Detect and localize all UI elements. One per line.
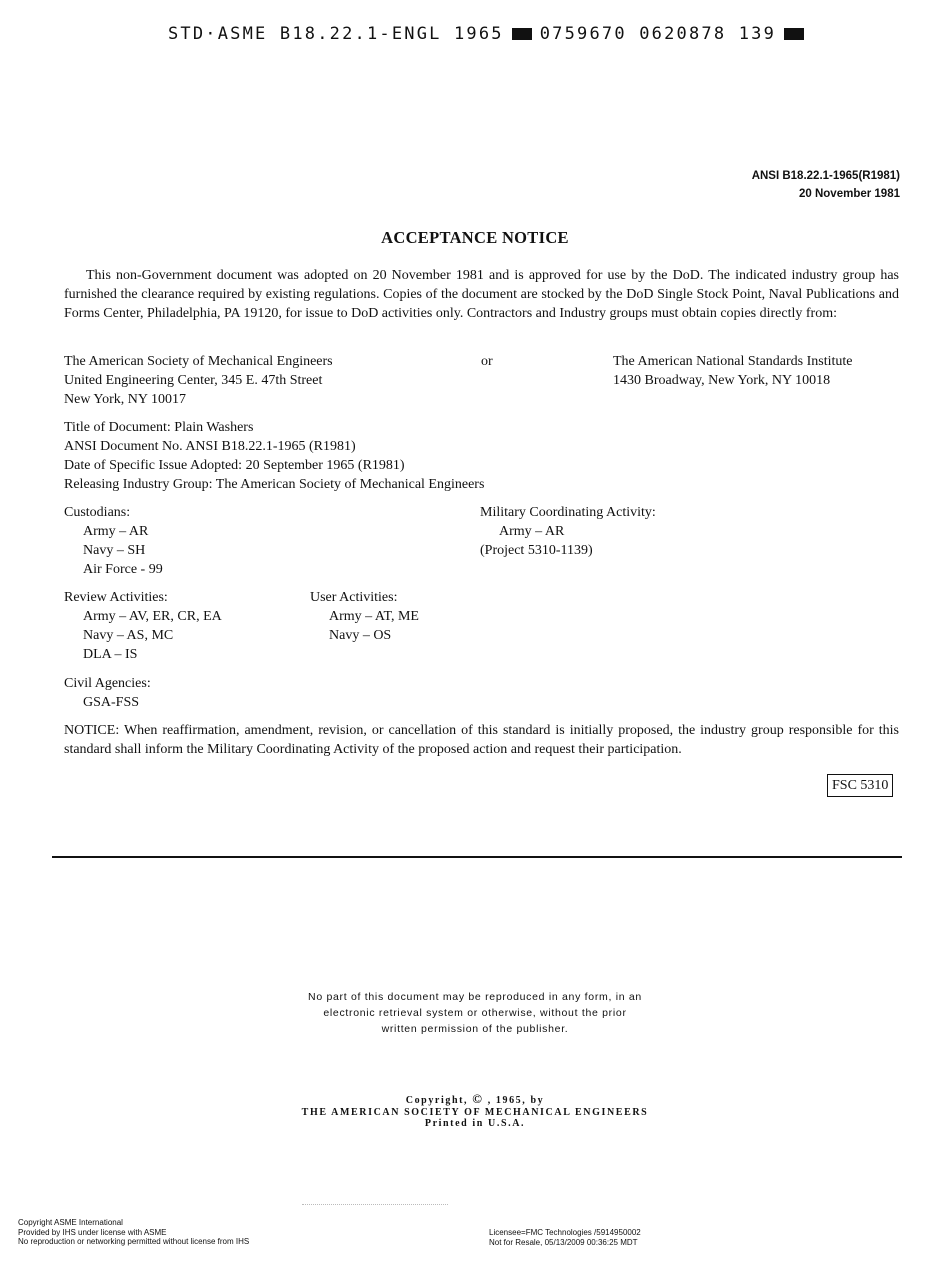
document-title-line: Title of Document: Plain Washers	[64, 420, 254, 435]
civil-item: GSA-FSS	[83, 695, 140, 710]
fsc-box: FSC 5310	[827, 774, 893, 797]
copyright-block	[0, 1093, 950, 1130]
user-item: Navy – OS	[329, 628, 392, 643]
document-code: STD·ASME B18.22.1-ENGL 1965	[168, 24, 504, 44]
footer-line: Not for Resale, 05/13/2009 00:36:25 MDT	[489, 1237, 638, 1247]
footer-left	[18, 1218, 249, 1247]
civil-label: Civil Agencies:	[64, 676, 151, 691]
military-item: Army – AR	[499, 524, 565, 539]
divider	[52, 856, 902, 858]
page-title: ACCEPTANCE NOTICE	[381, 228, 569, 247]
notice-paragraph: NOTICE: When reaffirmation, amendment, revision, or cancellation of this standard is initially proposed, the industry group responsible for this standard shall inform the Military Coordinating Activity of the proposed action and request their participation.	[64, 723, 899, 757]
releasing-group-line: Releasing Industry Group: The American Society of Mechanical Engineers	[64, 477, 485, 492]
user-label: User Activities:	[310, 590, 398, 605]
custodian-item: Air Force - 99	[83, 562, 163, 577]
reproduction-line: electronic retrieval system or otherwise, without the prior	[323, 1007, 627, 1019]
reproduction-notice	[0, 989, 950, 1037]
copyright-year: , 1965, by	[487, 1095, 545, 1106]
copyright-icon: ©	[472, 1091, 484, 1106]
asme-name: The American Society of Mechanical Engineers	[64, 354, 333, 369]
or-text: or	[481, 354, 493, 369]
footer-line: No reproduction or networking permitted without license from IHS	[18, 1237, 250, 1246]
footer-line: Copyright ASME International	[18, 1218, 123, 1227]
decorative-dots	[302, 1204, 448, 1205]
intro-paragraph: This non-Government document was adopted on 20 November 1981 and is approved for use by the DoD. The indicated industry group has furnished the clearance required by existing regulations. Copies of the document are stocked by the DoD Single Stock Point, Naval Publications and Forms Center, Philadelphia, PA 19120, for issue to DoD activities only. Contractors and Industry groups must obtain copies directly from:	[64, 268, 899, 321]
footer-line: Licensee=FMC Technologies /5914950002	[489, 1228, 641, 1237]
barcode-block	[512, 28, 532, 40]
review-label: Review Activities:	[64, 590, 168, 605]
issue-date-line: Date of Specific Issue Adopted: 20 September 1965 (R1981)	[64, 458, 405, 473]
printed-in: Printed in U.S.A.	[424, 1118, 526, 1129]
military-project: (Project 5310-1139)	[480, 543, 593, 558]
footer-line: Provided by IHS under license with ASME	[18, 1227, 167, 1237]
review-item: Navy – AS, MC	[83, 628, 174, 643]
custodian-item: Navy – SH	[83, 543, 146, 558]
reproduction-line: written permission of the publisher.	[381, 1023, 569, 1035]
copyright-prefix: Copyright,	[405, 1095, 469, 1106]
document-code-header	[168, 24, 812, 44]
review-item: Army – AV, ER, CR, EA	[83, 609, 222, 624]
custodians-label: Custodians:	[64, 505, 131, 520]
barcode-block	[784, 28, 804, 40]
reference-id: ANSI B18.22.1-1965(R1981)	[751, 170, 900, 182]
copyright-org: THE AMERICAN SOCIETY OF MECHANICAL ENGINEERS	[301, 1106, 649, 1118]
document-number-line: ANSI Document No. ANSI B18.22.1-1965 (R1981)	[64, 439, 356, 454]
asme-street: United Engineering Center, 345 E. 47th Street	[64, 373, 323, 388]
asme-city: New York, NY 10017	[64, 392, 186, 407]
review-item: DLA – IS	[83, 647, 138, 662]
copyright-line	[0, 1093, 950, 1107]
document-serial: 0759670 0620878 139	[539, 24, 777, 44]
footer-right	[489, 1228, 641, 1247]
reference-date: 20 November 1981	[798, 188, 900, 200]
military-label: Military Coordinating Activity:	[480, 505, 656, 520]
user-item: Army – AT, ME	[329, 609, 419, 624]
ansi-address: 1430 Broadway, New York, NY 10018	[613, 373, 831, 388]
ansi-name: The American National Standards Institute	[613, 354, 853, 369]
reproduction-line: No part of this document may be reproduced in any form, in an	[308, 991, 642, 1003]
custodian-item: Army – AR	[83, 524, 149, 539]
